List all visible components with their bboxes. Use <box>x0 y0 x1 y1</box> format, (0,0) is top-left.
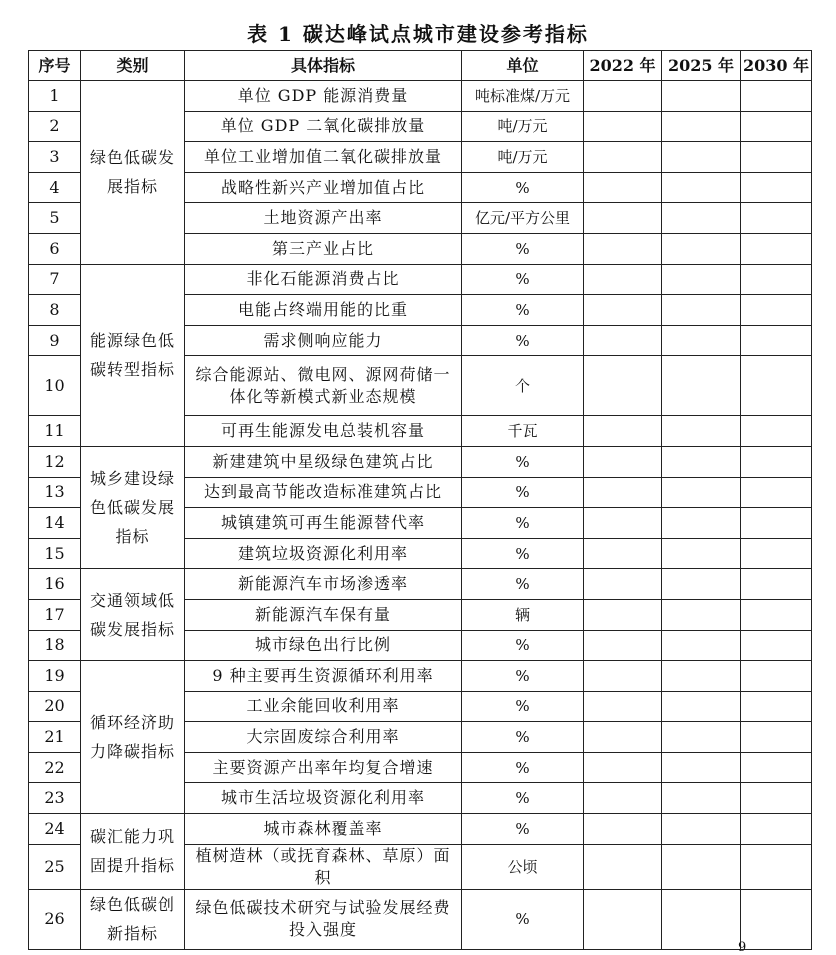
indicator-cell: 主要资源产出率年均复合增速 <box>185 752 462 783</box>
indicator-cell: 电能占终端用能的比重 <box>185 295 462 326</box>
value-cell-2022 <box>584 477 662 508</box>
unit-cell: % <box>462 233 584 264</box>
category-cell: 循环经济助力降碳指标 <box>81 661 185 814</box>
value-cell-2022 <box>584 630 662 661</box>
value-cell-2025 <box>662 295 741 326</box>
row-number: 20 <box>29 691 81 722</box>
unit-cell: 吨标准煤/万元 <box>462 81 584 112</box>
value-cell-2022 <box>584 264 662 295</box>
value-cell-2025 <box>662 142 741 173</box>
value-cell-2025 <box>662 722 741 753</box>
indicator-table <box>28 50 812 950</box>
indicator-cell: 大宗固废综合利用率 <box>185 722 462 753</box>
value-cell-2022 <box>584 356 662 416</box>
value-cell-2022 <box>584 203 662 234</box>
row-number: 8 <box>29 295 81 326</box>
unit-cell: 吨/万元 <box>462 111 584 142</box>
value-cell-2022 <box>584 446 662 477</box>
value-cell-2022 <box>584 142 662 173</box>
value-cell-2025 <box>662 814 741 845</box>
row-number: 24 <box>29 814 81 845</box>
value-cell-2022 <box>584 844 662 889</box>
unit-cell: % <box>462 325 584 356</box>
value-cell-2025 <box>662 538 741 569</box>
value-cell-2030 <box>741 416 812 447</box>
indicator-cell: 新能源汽车市场渗透率 <box>185 569 462 600</box>
row-number: 4 <box>29 172 81 203</box>
row-number: 7 <box>29 264 81 295</box>
value-cell-2022 <box>584 172 662 203</box>
table-row <box>29 889 812 949</box>
row-number: 14 <box>29 508 81 539</box>
header-2022: 2022 年 <box>584 51 662 81</box>
value-cell-2022 <box>584 661 662 692</box>
indicator-cell: 达到最高节能改造标准建筑占比 <box>185 477 462 508</box>
table-row <box>29 569 812 600</box>
unit-cell: % <box>462 722 584 753</box>
row-number: 2 <box>29 111 81 142</box>
indicator-cell: 城市绿色出行比例 <box>185 630 462 661</box>
value-cell-2025 <box>662 477 741 508</box>
unit-cell: 千瓦 <box>462 416 584 447</box>
value-cell-2022 <box>584 691 662 722</box>
value-cell-2030 <box>741 722 812 753</box>
value-cell-2025 <box>662 81 741 112</box>
indicator-cell: 城镇建筑可再生能源替代率 <box>185 508 462 539</box>
unit-cell: % <box>462 477 584 508</box>
row-number: 10 <box>29 356 81 416</box>
value-cell-2025 <box>662 889 741 949</box>
value-cell-2025 <box>662 203 741 234</box>
value-cell-2022 <box>584 295 662 326</box>
unit-cell: % <box>462 889 584 949</box>
value-cell-2022 <box>584 81 662 112</box>
unit-cell: 亿元/平方公里 <box>462 203 584 234</box>
indicator-cell: 可再生能源发电总装机容量 <box>185 416 462 447</box>
value-cell-2025 <box>662 844 741 889</box>
value-cell-2025 <box>662 752 741 783</box>
table-row <box>29 814 812 845</box>
value-cell-2022 <box>584 416 662 447</box>
value-cell-2030 <box>741 295 812 326</box>
value-cell-2025 <box>662 508 741 539</box>
value-cell-2025 <box>662 356 741 416</box>
value-cell-2030 <box>741 538 812 569</box>
category-cell: 交通领域低碳发展指标 <box>81 569 185 661</box>
category-cell: 碳汇能力巩固提升指标 <box>81 814 185 890</box>
value-cell-2030 <box>741 508 812 539</box>
row-number: 15 <box>29 538 81 569</box>
row-number: 23 <box>29 783 81 814</box>
header-indicator: 具体指标 <box>185 51 462 81</box>
row-number: 6 <box>29 233 81 264</box>
value-cell-2030 <box>741 630 812 661</box>
value-cell-2022 <box>584 538 662 569</box>
value-cell-2022 <box>584 814 662 845</box>
value-cell-2025 <box>662 569 741 600</box>
row-number: 26 <box>29 889 81 949</box>
indicator-cell: 建筑垃圾资源化利用率 <box>185 538 462 569</box>
category-cell: 能源绿色低碳转型指标 <box>81 264 185 446</box>
table-row <box>29 661 812 692</box>
row-number: 19 <box>29 661 81 692</box>
row-number: 3 <box>29 142 81 173</box>
unit-cell: % <box>462 538 584 569</box>
indicator-cell: 工业余能回收利用率 <box>185 691 462 722</box>
value-cell-2025 <box>662 691 741 722</box>
table-row <box>29 446 812 477</box>
value-cell-2025 <box>662 233 741 264</box>
row-number: 18 <box>29 630 81 661</box>
value-cell-2025 <box>662 264 741 295</box>
row-number: 17 <box>29 599 81 630</box>
unit-cell: % <box>462 569 584 600</box>
value-cell-2025 <box>662 599 741 630</box>
value-cell-2025 <box>662 172 741 203</box>
header-no: 序号 <box>29 51 81 81</box>
value-cell-2025 <box>662 325 741 356</box>
unit-cell: 吨/万元 <box>462 142 584 173</box>
page-number: 9 <box>738 940 747 955</box>
value-cell-2030 <box>741 172 812 203</box>
value-cell-2022 <box>584 783 662 814</box>
unit-cell: % <box>462 814 584 845</box>
indicator-cell: 战略性新兴产业增加值占比 <box>185 172 462 203</box>
unit-cell: % <box>462 661 584 692</box>
unit-cell: % <box>462 264 584 295</box>
unit-cell: % <box>462 295 584 326</box>
unit-cell: % <box>462 752 584 783</box>
value-cell-2030 <box>741 81 812 112</box>
value-cell-2030 <box>741 446 812 477</box>
table-row <box>29 264 812 295</box>
value-cell-2030 <box>741 844 812 889</box>
indicator-cell: 单位工业增加值二氧化碳排放量 <box>185 142 462 173</box>
header-unit: 单位 <box>462 51 584 81</box>
unit-cell: 公顷 <box>462 844 584 889</box>
value-cell-2025 <box>662 111 741 142</box>
category-cell: 城乡建设绿色低碳发展指标 <box>81 446 185 568</box>
value-cell-2025 <box>662 446 741 477</box>
indicator-cell: 非化石能源消费占比 <box>185 264 462 295</box>
table-title: 表 1 碳达峰试点城市建设参考指标 <box>247 22 589 46</box>
header-2030: 2030 年 <box>741 51 812 81</box>
row-number: 9 <box>29 325 81 356</box>
header-2025: 2025 年 <box>662 51 741 81</box>
unit-cell: % <box>462 172 584 203</box>
row-number: 16 <box>29 569 81 600</box>
indicator-cell: 新建建筑中星级绿色建筑占比 <box>185 446 462 477</box>
value-cell-2030 <box>741 264 812 295</box>
indicator-cell: 第三产业占比 <box>185 233 462 264</box>
value-cell-2030 <box>741 477 812 508</box>
value-cell-2030 <box>741 569 812 600</box>
value-cell-2025 <box>662 661 741 692</box>
value-cell-2030 <box>741 325 812 356</box>
row-number: 1 <box>29 81 81 112</box>
indicator-cell: 需求侧响应能力 <box>185 325 462 356</box>
row-number: 21 <box>29 722 81 753</box>
value-cell-2030 <box>741 752 812 783</box>
row-number: 12 <box>29 446 81 477</box>
value-cell-2022 <box>584 508 662 539</box>
value-cell-2022 <box>584 599 662 630</box>
indicator-cell: 城市森林覆盖率 <box>185 814 462 845</box>
value-cell-2030 <box>741 233 812 264</box>
header-row <box>29 51 812 81</box>
indicator-cell: 新能源汽车保有量 <box>185 599 462 630</box>
value-cell-2030 <box>741 814 812 845</box>
value-cell-2022 <box>584 722 662 753</box>
value-cell-2030 <box>741 356 812 416</box>
value-cell-2025 <box>662 416 741 447</box>
value-cell-2025 <box>662 783 741 814</box>
row-number: 5 <box>29 203 81 234</box>
indicator-cell: 城市生活垃圾资源化利用率 <box>185 783 462 814</box>
value-cell-2030 <box>741 783 812 814</box>
value-cell-2030 <box>741 599 812 630</box>
indicator-cell: 土地资源产出率 <box>185 203 462 234</box>
row-number: 22 <box>29 752 81 783</box>
unit-cell: % <box>462 630 584 661</box>
indicator-cell: 绿色低碳技术研究与试验发展经费投入强度 <box>185 889 462 949</box>
indicator-cell: 9 种主要再生资源循环利用率 <box>185 661 462 692</box>
category-cell: 绿色低碳发展指标 <box>81 81 185 265</box>
value-cell-2022 <box>584 752 662 783</box>
value-cell-2022 <box>584 569 662 600</box>
unit-cell: % <box>462 783 584 814</box>
unit-cell: 个 <box>462 356 584 416</box>
value-cell-2030 <box>741 691 812 722</box>
indicator-cell: 单位 GDP 二氧化碳排放量 <box>185 111 462 142</box>
value-cell-2030 <box>741 889 812 949</box>
indicator-cell: 植树造林（或抚育森林、草原）面积 <box>185 844 462 889</box>
value-cell-2030 <box>741 203 812 234</box>
value-cell-2030 <box>741 142 812 173</box>
unit-cell: 辆 <box>462 599 584 630</box>
header-category: 类别 <box>81 51 185 81</box>
unit-cell: % <box>462 691 584 722</box>
row-number: 25 <box>29 844 81 889</box>
row-number: 11 <box>29 416 81 447</box>
unit-cell: % <box>462 508 584 539</box>
table-row <box>29 81 812 112</box>
value-cell-2030 <box>741 661 812 692</box>
unit-cell: % <box>462 446 584 477</box>
indicator-cell: 综合能源站、微电网、源网荷储一体化等新模式新业态规模 <box>185 356 462 416</box>
value-cell-2030 <box>741 111 812 142</box>
value-cell-2022 <box>584 889 662 949</box>
value-cell-2022 <box>584 325 662 356</box>
value-cell-2025 <box>662 630 741 661</box>
row-number: 13 <box>29 477 81 508</box>
value-cell-2022 <box>584 233 662 264</box>
value-cell-2022 <box>584 111 662 142</box>
indicator-cell: 单位 GDP 能源消费量 <box>185 81 462 112</box>
category-cell: 绿色低碳创新指标 <box>81 889 185 949</box>
